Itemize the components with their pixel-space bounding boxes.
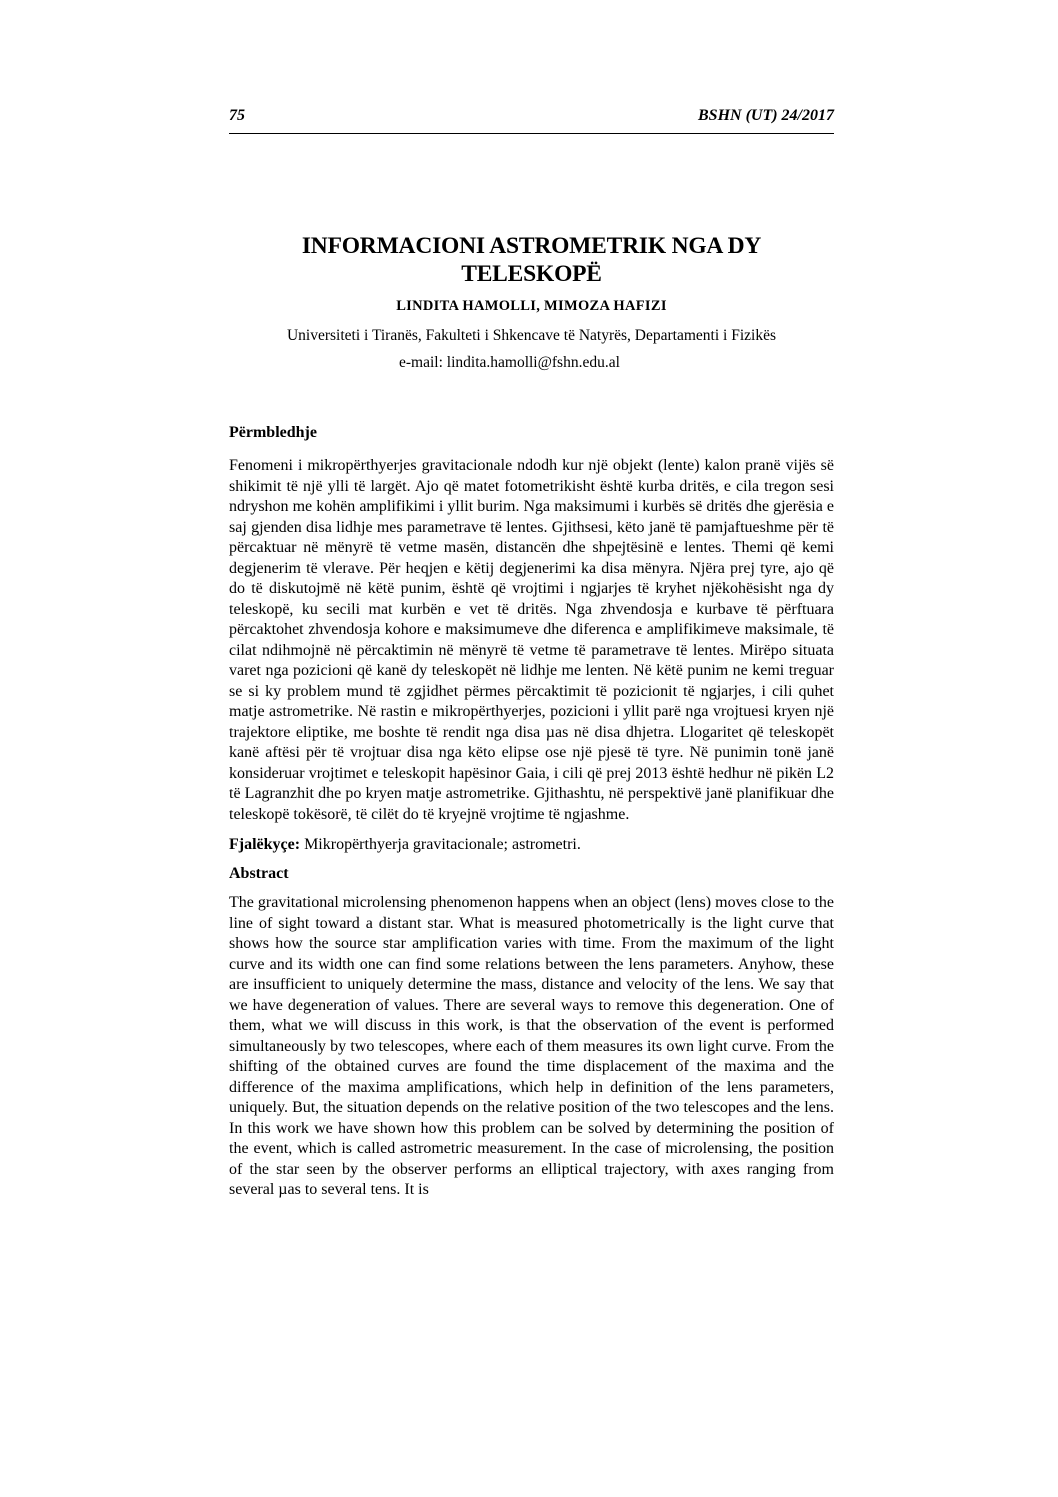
running-header (229, 103, 834, 134)
authors: LINDITA HAMOLLI, MIMOZA HAFIZI (396, 298, 667, 314)
keywords (229, 835, 834, 855)
abstract-albanian-text: Fenomeni i mikropërthyerjes gravitacionale ndodh kur një objekt (lente) kalon pranë vijës së shikimit të një ylli të largët. Ajo që matet fotometrikisht është kurba dritës, e cila tregon sesi ndryshon me kohën amplifikimi i yllit burim. Nga maksimumi i kurbës së dritës dhe gjerësia e saj gjenden disa lidhje mes parametrave të lentes. Gjithsesi, këto janë të pamjaftueshme për të përcaktuar në mënyrë të vetme masën, distancën dhe shpejtësinë e lentes. Themi që kemi degjenerim të vlerave. Për heqjen e këtij degjenerimi ka disa mënyra. Njëra prej tyre, ajo që do të diskutojmë në këtë punim, është që vrojtimi i ngjarjes të kryhet njëkohësisht nga dy teleskopë, ku secili mat kurbën e vet të dritës. Nga zhvendosja e kurbave të përftuara përcaktohet zhvendosja kohore e maksimumeve dhe diferenca e amplifikimeve maksimale, të cilat ndihmojnë në përcaktimin në mënyrë të vetme të parametrave të lentes. Mirëpo situata varet nga pozicioni që kanë dy teleskopët në lidhje me lenten. Në këtë punim ne kemi treguar se si ky problem mund të zgjidhet përmes përcaktimit të pozicionit të ngjarjes, i cili quhet matje astrometrike. Në rastin e mikropërthyerjes, pozicioni i yllit parë nga vrojtuesi kryen një trajektore eliptike, me boshte të rendit nga disa µas në disa dhjetra. Llogaritet që teleskopët kanë aftësi për të vrojtuar disa nga këto elipse ose një pjesë të tyre. Në punimin tonë janë konsideruar vrojtimet e teleskopit hapësinor Gaia, i cili që prej 2013 është hedhur në pikën L2 të Lagranzhit dhe po kryen matje astrometrike. Gjithashtu, në perspektivë janë planifikuar dhe teleskopë tokësorë, të cilët do të kryejnë vrojtime të ngjashme. (229, 457, 834, 823)
abstract-english-heading: Abstract (229, 865, 289, 882)
paper-title (229, 232, 834, 288)
paper-page (229, 103, 834, 1201)
affiliation: Universiteti i Tiranës, Fakulteti i Shkencave të Natyrës, Departamenti i Fizikës (286, 327, 776, 344)
keywords-label: Fjalëkyçe: (229, 836, 301, 853)
page-number: 75 (229, 107, 245, 124)
keywords-text: Mikropërthyerja gravitacionale; astrometri. (300, 836, 581, 853)
abstract-albanian-heading: Përmbledhje (229, 424, 317, 441)
paper-title-line-1: INFORMACIONI ASTROMETRIK NGA DY (301, 233, 762, 259)
author-email: e-mail: lindita.hamolli@fshn.edu.al (399, 354, 620, 371)
journal-reference: BSHN (UT) 24/2017 (698, 107, 834, 124)
paper-title-line-2: TELESKOPË (461, 261, 602, 287)
abstract-english-text: The gravitational microlensing phenomenon happens when an object (lens) moves close to the line of sight toward a distant star. What is measured photometrically is the light curve that shows how the source star amplification varies with time. From the maximum of the light curve and its width one can find some relations between the lens parameters. Anyhow, these are insufficient to uniquely determine the mass, distance and velocity of the lens. We say that we have degeneration of values. There are several ways to remove this degeneration. One of them, what we will discuss in this work, is that the observation of the event is performed simultaneously by two telescopes, where each of them measures its own light curve. From the shifting of the obtained curves are found the time displacement of the maxima and the difference of the maxima amplifications, which help in definition of the lens parameters, uniquely. But, the situation depends on the relative position of the two telescopes and the lens. In this work we have shown how this problem can be solved by determining the position of the event, which is called astrometric measurement. In the case of microlensing, the position of the star seen by the observer performs an elliptical trajectory, with axes ranging from several µas to several tens. It is (229, 894, 834, 1198)
